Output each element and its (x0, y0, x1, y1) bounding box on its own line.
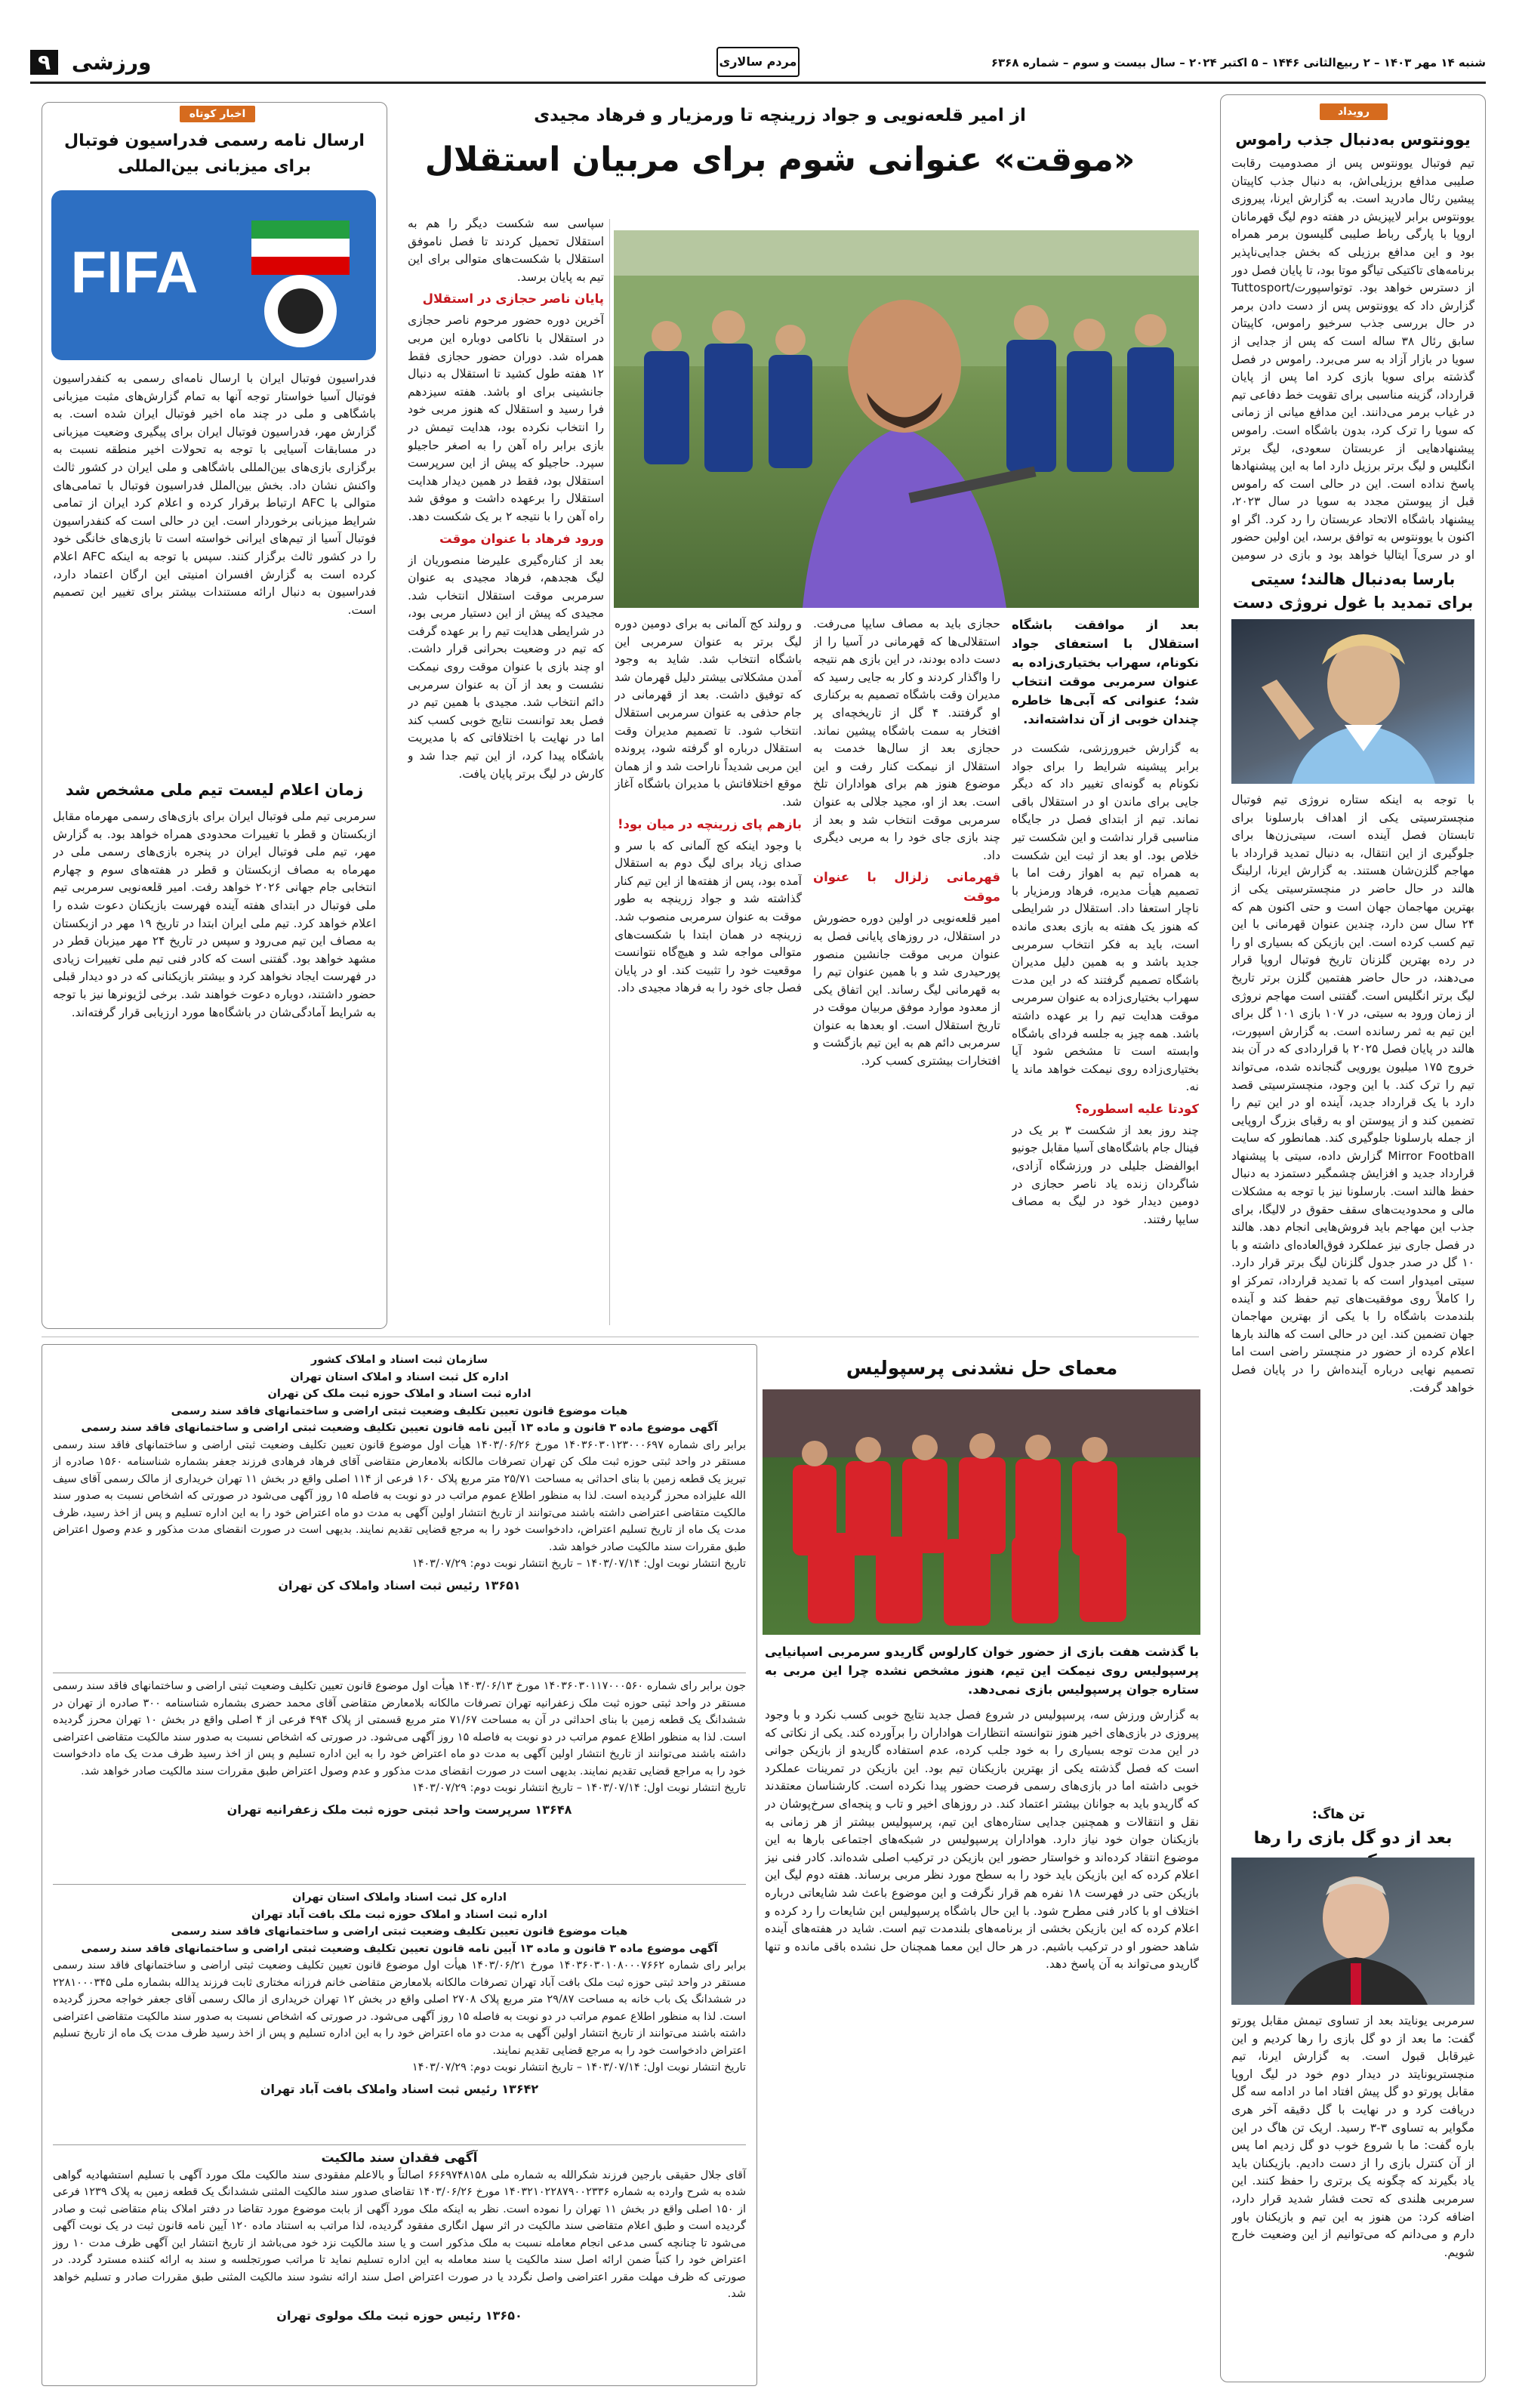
notice-1-head4: هیات موضوع قانون تعیین تکلیف وضعیت ثبتی اراضی و ساختمانهای فاقد سند رسمی (171, 1404, 628, 1417)
notice-3-head1: اداره کل ثبت اسناد واملاک استان تهران (292, 1892, 507, 1904)
notice-1-dates: تاریخ انتشار نوبت اول: ۱۴۰۳/۰۷/۱۴ – تاریخ انتشار نوبت دوم: ۱۴۰۳/۰۷/۲۹ (411, 1558, 746, 1570)
fifa-letter-title: ارسال نامه رسمی فدراسیون فوتبال برای میزبانی بین‌المللی (64, 131, 365, 176)
tenhag-photo (1231, 1858, 1474, 2005)
tag-event: رویداد (1320, 103, 1388, 120)
main-col2-text: حجازی باید به مصاف سایپا می‌رفت. استقلالی‌ها که قهرمانی در آسیا را از دست داده بودند، در این بازی هم نتیجه را واگذار کردند و کار به جایی رسید که مدیران وقت باشگاه تصمیم به برکناری او گرفتند. ۴ گل از تاریخچه‌ای پر افتخار به سمت باشگاه پیشین نماند. حجازی بعد از سال‌ها خدمت به استقلال از نیمکت کنار رفت و این موضوع هنوز هم برای هواداران تلخ است. بعد از او، مجید جلالی به عنوان سرمربی موقت انتخاب شد و بعد از چند بازی جای خود را به مربی دیگری داد. (813, 617, 1000, 862)
date-line: شنبه ۱۴ مهر ۱۴۰۳ – ۲ ربیع‌الثانی ۱۴۴۶ – ۵ اکتبر ۲۰۲۴ – سال بیست و سوم – شماره ۶۳۶۸ (991, 56, 1486, 69)
notice-4-signature: ۱۳۶۵۰ رئیس حوزه ثبت ملک مولوی تهران (276, 2308, 522, 2323)
main-col4-text: سپاسی سه شکست دیگر را هم به استقلال تحمیل کردند تا فصل ناموفق استقلال با شکست‌های متوالی برای این تیم به پایان برسد. (408, 217, 604, 284)
perspolis-photo (763, 1389, 1200, 1635)
notice-1-head3: اداره ثبت اسناد و املاک حوزه ثبت ملک کن تهران (267, 1388, 532, 1400)
page-number: ۹ (30, 50, 58, 75)
tag-short-news: اخبار کوتاه (180, 106, 255, 122)
main-photo (614, 230, 1199, 608)
notice-4-title: آگهی فقدان سند مالکیت (321, 2151, 478, 2166)
article-tenhag-title: بعد از دو گل بازی را رها (1253, 1829, 1453, 1848)
article-haaland-body: با توجه به اینکه ستاره نروژی تیم فوتبال منچسترسیتی یکی از اهداف بارسلونا برای تابستان فصل آینده است، سیتی‌زن‌ها برای جلوگیری از این انتقال، به دنبال تمدید قرارداد با مهاجم گلزن‌شان هستند. به گزارش ایرنا، ارلینگ هالند در حال حاضر در منچسترسیتی یکی از بهترین مهاجمان جهان است و حتی اکنون هم که ۲۴ سال سن دارد، چندین عنوان قهرمانی با این تیم کسب کرده است. این بازیکن که بسیاری او را در رده بهترین گلزنان تاریخ فوتبال اروپا قرار می‌دهند، در حال حاضر هفتمین گلزن برتر تاریخ لیگ برتر انگلیس است. گفتنی است مهاجم نروژی از زمان ورود به سیتی، در ۱۰۷ بازی ۱۰۱ گل برای این تیم به ثمر رسانده است. به گزارش اسپورت، هالند در پایان فصل ۲۰۲۵ با قراردادی که در آن بند خروج ۱۷۵ میلیون یورویی گنجانده شده، می‌تواند تیم را ترک کند. با این وجود، منچسترسیتی قصد دارد با یک قرارداد جدید، آینده او در این تیم را تضمین کند و از پیوستن او به رقبای بزرگ اروپایی از جمله بارسلونا جلوگیری کند. همانطور که سایت Mirror Football گزارش داده، سیتی با پیشنهاد قرارداد جدید و افزایش چشمگیر دستمزد به دنبال حفظ هالند است. بارسلونا نیز با توجه به مشکلات مالی و محدودیت‌های سقف حقوق در لالیگا، برای جذب این مهاجم باید فروش‌هایی انجام دهد. هالند در فصل جاری نیز عملکرد فوق‌العاده‌ای داشته و با ۱۰ گل در صدر جدول گلزنان لیگ برتر قرار دارد. سیتی امیدوار است که با تمدید قرارداد، تمرکز او را کاملاً روی موفقیت‌های تیم حفظ کند و آینده بلندمدت باشگاه را با یکی از بهترین مهاجمان جهان تضمین کند. این در حالی است که هالند بارها اعلام کرده از حضور در منچستر راضی است اما تصمیم نهایی درباره آینده‌اش را در پایان فصل خواهد گرفت. (1231, 793, 1474, 1395)
notice-2 (53, 1673, 746, 1880)
article-ramos-title: یوونتوس به‌دنبال جذب راموس (1235, 131, 1471, 149)
national-team-body: سرمربی تیم ملی فوتبال ایران برای بازی‌های رسمی مهرماه مقابل ازبکستان و قطر با تغییرات محدودی همراه خواهد بود. به گزارش مهر، تیم ملی فوتبال ایران در پنجره بازی‌های رسمی ملی در مهرماه به مصاف ازبکستان و قطر در هفته‌های سوم و چهارم انتخابی جام جهانی ۲۰۲۶ خواهد رفت. امیر قلعه‌نویی سرمربی تیم ملی فوتبال در ابتدای هفته آینده فهرست بازیکنان دعوت شده را اعلام خواهد کرد. تیم ملی ایران ابتدا در تاریخ ۱۹ مهر در ازبکستان به مصاف این تیم می‌رود و سپس در تاریخ ۲۴ مهر میزبان قطر در مشهد خواهد بود. گفتنی است که کادر فنی تیم ملی تغییرات زیادی در فهرست ایجاد نخواهد کرد و بیشتر بازیکنانی که در دو دیدار قبلی حضور داشتند، دوباره دعوت خواهند شد. برخی لژیونرها نیز با توجه به شرایط آمادگی‌شان در باشگاه‌ها مورد ارزیابی قرار گرفته‌اند. (53, 809, 376, 1019)
main-col4-subhead1: پایان ناصر حجازی در استقلال (422, 291, 604, 307)
notice-1-signature: ۱۳۶۵۱ رئیس ثبت اسناد واملاک کن تهران (278, 1577, 521, 1592)
main-lead: بعد از موافقت باشگاه استقلال با استعفای جواد نکونام، سهراب بختیاری‌زاده به عنوان سرمربی موقت انتخاب شد؛ عنوانی که آبی‌ها خاطره چندان خوبی از آن نداشته‌اند. (1012, 618, 1199, 726)
main-col3 (615, 615, 802, 1329)
notice-3 (53, 1884, 746, 2141)
main-col1 (1012, 740, 1199, 1329)
notice-1-head1: سازمان ثبت اسناد و املاک کشور (310, 1354, 488, 1366)
notice-3-head3: هیات موضوع قانون تعیین تکلیف وضعیت ثبتی اراضی و ساختمانهای فاقد سند رسمی (171, 1925, 628, 1938)
notice-3-signature: ۱۳۶۴۲ رئیس ثبت اسناد واملاک بافت آباد تهران (260, 2081, 539, 2096)
notice-1-head2: اداره کل ثبت اسناد و املاک استان تهران (290, 1370, 509, 1383)
notice-1 (53, 1352, 746, 1669)
logo-text: مردم سالاری (719, 54, 797, 69)
article-tenhag-body: سرمربی یونایتد بعد از تساوی تیمش مقابل پورتو گفت: ما بعد از دو گل بازی را رها کردیم و این غیرقابل قبول است. به گزارش ایرنا، تیم منچستریونایتد در دیدار دوم خود در لیگ اروپا مقابل پورتو دو گل پیش افتاد اما در ادامه سه گل دریافت کرد و در نهایت با گل دقیقه آخر هری مگوایر به تساوی ۳-۳ رسید. اریک تن هاگ در این باره گفت: ما با شروع خوب دو گل زدیم اما پس از آن کنترل بازی را از دست دادیم. بازیکنان باید یاد بگیرند که چگونه یک برتری را حفظ کنند. این سرمربی هلندی که تحت فشار شدید قرار دارد، اضافه کرد: من هنوز به این تیم و بازیکنان باور دارم و می‌دانم که می‌توانیم از این وضعیت خارج شویم. (1231, 2014, 1474, 2259)
notice-1-body: برابر رای شماره ۱۴۰۳۶۰۳۰۱۲۳۰۰۰۶۹۷ مورخ ۱۴۰۳/۰۶/۲۶ هیأت اول موضوع قانون تعیین تکلیف وضعیت ثبتی اراضی و ساختمانهای فاقد سند رسمی مستقر در واحد ثبتی حوزه ثبت ملک کن تهران تصرفات مالکانه بلامعارض متقاضی آقای فرهاد فرهادی فرزند جعفر بشماره شناسنامه ۱۵۶۰ صادره از تبریز یک قطعه زمین با بنای احداثی به مساحت ۲۵/۷۱ متر مربع پلاک ۱۶۰ فرعی از ۱۱۴ اصلی واقع در بخش ۱۱ تهران خریداری از مالک رسمی آقای سیف الله علیزاده محرز گردیده است. لذا به منظور اطلاع عموم مراتب در دو نوبت به فاصله ۱۵ روز آگهی می‌شود در صورتی که اشخاص نسبت به صدور سند مالکیت متقاضی اعتراضی داشته باشند می‌توانند از تاریخ انتشار اولین آگهی به مدت دو ماه اعتراض خود را به این اداره تسلیم و پس از اخذ رسید، ظرف مدت یک ماه از تاریخ تسلیم اعتراض، دادخواست خود را به مرجع قضایی تقدیم نمایند. بدیهی است در صورت انقضای مدت مذکور و عدم وصول اعتراض طبق مقررات سند مالکیت صادر خواهد شد. (53, 1438, 747, 1553)
svg-text:FIFA: FIFA (70, 239, 199, 305)
main-col-divider (609, 219, 610, 1325)
notice-1-head5: آگهی موضوع ماده ۳ قانون و ماده ۱۳ آیین نامه قانون تعیین تکلیف وضعیت ثبتی اراضی و ساختمانهای فاقد سند رسمی (81, 1422, 718, 1434)
main-col2 (813, 615, 1000, 1329)
main-col2b-text: امیر قلعه‌نویی در اولین دوره حضورش در استقلال، در روزهای پایانی فصل به عنوان مربی موقت جانشین منصور پورحیدری شد و با همین عنوان تیم را به قهرمانی لیگ رساند. این اتفاق یکی از معدود موارد موفق مربیان موقت در تاریخ استقلال است. او بعدها به عنوان سرمربی دائم هم به این تیم بازگشت و افتخارات بیشتری کسب کرد. (813, 911, 1000, 1068)
article-haaland-title: بارسا به‌دنبال هالند؛ سیتی برای تمدید با غول نروژی دست (1232, 570, 1474, 612)
main-col3-text: و رولند کج آلمانی به‌ برای دومین دوره لیگ برتر به عنوان سرمربی این باشگاه انتخاب شد. شاید به وجود آمدن مشکلاتی بیشتر دلیل قهرمان شد که توفیق داشت. بعد از قهرمانی در جام حذفی به عنوان سرمربی استقلال انتخاب شود. تا تصمیم مدیران وقت استقلال درباره او گرفته شود، پرونده این مربی شدیداً ناراحت شد و از همان موقع اختلافاتش با مدیران باشگاه آغاز شد. (615, 617, 802, 809)
main-col4-subhead2: ورود فرهاد با عنوان موقت (439, 531, 604, 546)
main-kicker: از امیر قلعه‌نویی و جواد زرینچه تا ورمزیار و فرهاد مجیدی (534, 106, 1026, 125)
header-rule (30, 82, 1486, 84)
main-col1-text: به گزارش خبرورزشی، شکست در برابر پیشینه شرایط را برای جواد نکونام به گونه‌ای تغییر داد که دیگر جایی برای ماندن او در استقلال باقی نماند. تیم از ابتدای فصل در جایگاه مناسبی قرار نداشت و این شکست تیر خلاص بود. او بعد از ثبت این شکست به همراه تیم به اهواز رفت اما با تصمیم هیأت مدیره، فرهاد ورمزیار با ناچار استعفا داد. استقلال در شرایطی که هنوز یک هفته به بازی بعدی مانده است، باید به فکر انتخاب سرمربی جدید باشد و به همین دلیل مدیران باشگاه تصمیم گرفتند که در این مدت سهراب بختیاری‌زاده به عنوان سرمربی موقت هدایت تیم را بر عهده داشته باشد. همه چیز به جلسه فردای باشگاه وابسته است تا مشخص شود آیا بختیاری‌زاده روی نیمکت خواهد ماند یا نه. (1012, 742, 1199, 1094)
fifa-logo (51, 190, 376, 360)
main-col1-subhead: کودتا علیه اسطوره؟ (1074, 1101, 1199, 1116)
section-label: ورزشی (71, 50, 152, 75)
article-ramos-body: تیم فوتبال یوونتوس پس از مصدومیت رقابت صلیبی مدافع برزیلی‌اش، به دنبال جذب کاپیتان پیشین رئال مادرید است. به گزارش ایرنا، پیروزی یوونتوس برابر لایپزیش در هفته دوم لیگ قهرمانان اروپا با پارگی رباط صلیبی گلیسون برمر همراه بود و این مدافع برزیلی که بخش جدایی‌ناپذیر برنامه‌های تاکتیکی تیاگو موتا بود، تا پایان فصل دور از دسترس خواهد بود. توتواسپورت/Tuttosport گزارش داد که یوونتوس پس از دست دادن برمر در حال بررسی جذب سرخیو راموس، کاپیتان سابق رئال ۳۸ ساله است که پس از جدایی از سویا در بازار آزاد به سر می‌برد. راموس در فصل گذشته برای سویا بازی کرد اما پس از پایان قرارداد، گزینه مناسبی برای تقویت خط دفاعی تیم در غیاب برمر می‌دانند. این مدافع میانی از زمانی که سویا را ترک کرد، بدون باشگاه است. راموس پیشنهادهایی از عربستان سعودی، لیگ برتر انگلیس و لیگ برتر برزیل دارد اما به این پیشنهادها پاسخ نداده است. این در حالی است که راموس قبل از پیوستن مجدد به سویا در سال ۲۰۲۳، پیشنهاد باشگاه الاتحاد عربستان را رد کرد. اگر او اکنون با یوونتوس به توافق برسد، این اولین حضور او در سری‌آ ایتالیا خواهد بود و بازی در سومین (1231, 156, 1474, 563)
main-col1b-text: چند روز بعد از شکست ۳ بر یک در فینال جام باشگاه‌های آسیا مقابل جونیو ابوالفضل جلیلی در ورزشگاه آزادی، شاگردان زنده یاد ناصر حجازی در دومین دیدار خود در لیگ به مصاف سایپا رفتند. (1012, 1123, 1199, 1226)
notice-3-head2: اداره ثبت اسناد و املاک حوزه ثبت ملک بافت آباد تهران (251, 1908, 547, 1921)
newspaper-logo (716, 47, 800, 77)
notice-4-body: آقای جلال حقیقی بارجین فرزند شکرالله به شماره ملی ۶۶۶۹۷۴۸۱۵۸ اصالتاً و بالاعلم مفقودی سند مالکیت ملک مورد آگهی با تسلیم استشهادیه گواهی شده به شرح وارده به شماره ۱۴۰۳۲۱۰۲۲۸۷۹۰۰۲۳۳۶ مورخ ۱۴۰۳/۰۶/۲۶ تقاضای صدور سند مالکیت المثنی ششدانگ یک قطعه زمین به پلاک ۱۲۳۹ فرعی از ۱۵۰ اصلی واقع در بخش ۱۱ تهران را نموده است. نظر به اینکه ملک مورد آگهی از بابت موضوع مورد تقاضا در دفتر املاک بنام متقاضی ثبت و صادر گردیده است و طبق اعلام متقاضی سند مالکیت در اثر سهل انگاری مفقود گردیده، لذا مراتب به استناد ماده ۱۲۰ آیین نامه قانون ثبت در یک نوبت آگهی می‌شود تا چنانچه کسی مدعی انجام معامله نسبت به ملک مذکور است و یا سند مالکیت نزد خود می‌باشد از تاریخ انتشار این آگهی ظرف مدت ۱۰ روز اعتراض خود را کتباً ضمن ارائه اصل سند مالکیت یا سند معامله به این اداره تسلیم نماید تا مراتب صورتجلسه و سند به ارائه کننده مسترد گردد. در صورتی که ظرف مهلت مقرر اعتراضی واصل نگردد یا در صورت اعتراض اصل سند ارائه نشود سند مالکیت المثنی طبق مقررات صادر و تسلیم خواهد شد. (53, 2169, 747, 2300)
main-headline: «موقت» عنوانی شوم برای مربیان استقلال (424, 140, 1135, 179)
main-col4b-text: بعد از کناره‌گیری علیرضا منصوریان از لیگ هجدهم، فرهاد مجیدی به عنوان سرمربی موقت استقلال انتخاب شد. مجیدی که پیش از این دستیار مربی بود، در شرایطی هدایت تیم را بر عهده گرفت که تیم در وضعیت بحرانی قرار داشت. او چند بازی با عنوان موقت روی نیمکت نشست و بعد از آن به عنوان سرمربی دائم انتخاب شد. مجیدی با همین تیم در فصل بعد توانست نتایج خوبی کسب کند اما در نهایت با اختلافاتی که با مدیریت باشگاه پیدا کرد، از این تیم جدا شد و کارش در لیگ برتر پایان یافت. (408, 553, 604, 781)
section-name (30, 50, 151, 75)
page-header (30, 47, 1486, 82)
perspolis-lead: با گذشت هفت بازی از حضور خوان کارلوس گاریدو سرمربی اسپانیایی پرسپولیس روی نیمکت این تیم، هنوز مشخص نشده چرا این مربی به ستاره جوان پرسپولیس بازی نمی‌دهد. (765, 1645, 1199, 1697)
perspolis-body: به گزارش ورزش سه، پرسپولیس در شروع فصل جدید نتایج خوبی کسب نکرد و با وجود پیروزی در بازی‌های اخیر هنوز نتوانسته انتظارات هواداران را برآورده کند. یکی از نکاتی که در این مدت توجه بسیاری را به خود جلب کرده، عدم استفاده گاریدو از بازیکن جوانی است که فصل گذشته یکی از بهترین بازیکنان تیم بود. این بازیکن در تمرینات عملکرد خوبی داشته اما در بازی‌های رسمی فرصت حضور پیدا نکرده است. کارشناسان معتقدند که گاریدو باید به جوانان بیشتر اعتماد کند. در روزهای اخیر و تاب و پنجه‌ای سرخ‌پوشان در نقل و انتقالات و همچنین جدایی ستاره‌های این تیم، پرسپولیس بیشتر از هر زمانی به بازیکنان جوان خود نیاز دارد. هواداران پرسپولیس در شبکه‌های اجتماعی بارها به این موضوع انتقاد کرده‌اند و خواستار حضور این بازیکن در ترکیب اصلی شده‌اند. کادر فنی نیز اعلام کرده که این بازیکن باید خود را به سطح مورد نظر مربی برساند. هفته دوم لیگ این بازیکن حتی در فهرست ۱۸ نفره هم قرار نگرفت و این موضوع باعث شد شایعاتی درباره اختلاف او با کادر فنی مطرح شود. با این حال باشگاه پرسپولیس این شایعات را رد کرده و اعلام کرده که این بازیکن بخشی از برنامه‌های بلندمدت تیم است. شاید در هفته‌های آینده شاهد حضور او در ترکیب باشیم. در هر حال این معما همچنان حل نشده باقی مانده و تنها گاریدو می‌تواند به آن پاسخ دهد. (765, 1708, 1199, 1972)
notice-2-dates: تاریخ انتشار نوبت اول: ۱۴۰۳/۰۷/۱۴ – تاریخ انتشار نوبت دوم: ۱۴۰۳/۰۷/۲۹ (411, 1782, 746, 1794)
main-col3b-text: با وجود اینکه کج آلمانی که با سر و صدای زیاد برای لیگ دوم به استقلال آمده بود، پس از هفته‌ها از این تیم کنار گذاشته شد و جواد زرینچه به طور موقت به عنوان سرمربی منصوب شد. زرینچه در همان ابتدا با شکست‌های متوالی مواجه شد و هیچ‌گاه نتوانست موقعیت خود را تثبیت کند. او در پایان فصل جای خود را به فرهاد مجیدی داد. (615, 838, 802, 995)
perspolis-title: معمای حل نشدنی پرسپولیس (846, 1357, 1118, 1379)
main-col4 (408, 215, 604, 1329)
notice-3-dates: تاریخ انتشار نوبت اول: ۱۴۰۳/۰۷/۱۴ – تاریخ انتشار نوبت دوم: ۱۴۰۳/۰۷/۲۹ (411, 2061, 746, 2073)
main-col3-subhead: بازهم پای زرینچه در میان بود! (617, 816, 802, 831)
notice-3-body: برابر رای شماره ۱۴۰۳۶۰۳۰۱۰۸۰۰۰۷۶۶۲ مورخ ۱۴۰۳/۰۶/۲۱ هیأت اول موضوع قانون تعیین تکلیف وضعیت ثبتی اراضی و ساختمانهای فاقد سند رسمی مستقر در واحد ثبتی حوزه ثبت ملک بافت آباد تهران تصرفات مالکانه بلامعارض متقاضی خانم فرزانه مختاری ثابت فرزند یدالله بشماره ملی ۲۲۸۱۰۰۰۳۴۵ در ششدانگ یک باب خانه به مساحت ۲۹/۸۷ متر مربع پلاک ۲۷۰۸ اصلی واقع در بخش ۱۲ تهران خریداری از مالک رسمی آقای جعفر خواجه محرز گردیده است. لذا به منظور اطلاع عموم مراتب در دو نوبت به فاصله ۱۵ روز آگهی می‌شود. در صورتی که اشخاص نسبت به صدور سند مالکیت متقاضی اعتراضی داشته باشند می‌توانند از تاریخ انتشار اولین آگهی به مدت دو ماه اعتراض خود را به این اداره تسلیم و پس از اخذ رسید ظرف مدت یک ماه از تاریخ تسلیم اعتراض دادخواست خود را به مرجع قضایی تقدیم نمایند. (53, 1959, 747, 2057)
main-col4a-text: آخرین دوره حضور مرحوم ناصر حجازی در استقلال با ناکامی دوباره این مربی همراه شد. دوران حضور حجازی فقط ۱۲ هفته طول کشید تا استقلال به دنبال جانشینی برای او باشد. هفته سیزدهم فرا رسید و استقلال که هنوز مربی خود را انتخاب نکرده بود، هدایت تیمش در بازی برابر راه آهن را به اصغر حاجیلو سپرد. حاجیلو که پیش از این سرپرست استقلال بود، فقط در همین دیدار هدایت استقلال را برعهده داشت و موفق شد راه آهن را با نتیجه ۲ بر یک شکست دهد. (408, 313, 604, 523)
notice-2-signature: ۱۳۶۴۸ سرپرست واحد ثبتی حوزه ثبت ملک زعفرانیه تهران (226, 1802, 572, 1817)
fifa-letter-body: فدراسیون فوتبال ایران با ارسال نامه‌ای رسمی به کنفدراسیون فوتبال آسیا خواستار توجه آنها به تمام گزارش‌های مثبت میزبانی باشگاهی و ملی در چند ماه اخیر فوتبال ایران شده است. به گزارش مهر، فدراسیون فوتبال ایران برای پیگیری وضعیت میزبانی در مسابقات آسیایی با توجه به تحولات اخیر منطقه نسبت به برگزاری بازی‌های بین‌المللی باشگاهی و ملی ایران در کشور ثالث واکنش نشان داد. بخش بین‌الملل فدراسیون فوتبال با تمامی‌های متوالی با AFC ارتباط برقرار کرده و اعلام کرد ایران از تمامی شرایط میزبانی برخوردار است. این در حالی است که کنفدراسیون فوتبال آسیا از تیم‌های ایرانی خواسته است تا بازی‌های خانگی خود را در کشور ثالث برگزار کنند. سپس با توجه به اینکه AFC اعلام کرده است به گزارش افسران امنیتی این ارگان اعتماد دارد، فدراسیون به دنبال ارائه مستندات بیشتر برای تغییر این تصمیم است. (53, 372, 376, 617)
haaland-photo (1231, 619, 1474, 784)
main-col2-subhead: قهرمانی زلزال با عنوان موقت (813, 870, 1000, 905)
tenhag-kicker: تن هاگ: (1312, 1807, 1365, 1822)
notice-2-body: جون برابر رای شماره ۱۴۰۳۶۰۳۰۱۱۷۰۰۰۵۶۰ مورخ ۱۴۰۳/۰۶/۱۳ هیأت اول موضوع قانون تعیین تکلیف وضعیت ثبتی اراضی و ساختمانهای فاقد سند رسمی مستقر در واحد ثبتی حوزه ثبت ملک زعفرانیه تهران تصرفات مالکانه بلامعارض متقاضی آقای محمد حضری بشماره شناسنامه ۳۰۰ صادره از تهران در ششدانگ یک قطعه زمین با بنای احداثی در آن به مساحت ۷۱/۶۷ متر مربع قسمتی از پلاک ۴۹۴ فرعی از ۴ اصلی واقع در بخش ۱۰ تهران محرز گردیده است. لذا به منظور اطلاع عموم مراتب در دو نوبت به فاصله ۱۵ روز آگهی می‌شود. در صورتی که اشخاص نسبت به صدور سند مالکیت متقاضی اعتراضی داشته باشند می‌توانند از تاریخ انتشار اولین آگهی به مدت دو ماه اعتراض خود را به این اداره تسلیم و پس از اخذ رسید ظرف مدت یک ماه دادخواست خود را به مراجع قضایی تقدیم نمایند. بدیهی است در صورت انقضای مدت مذکور و عدم وصول اعتراض طبق مقررات سند مالکیت صادر خواهد شد. (53, 1680, 746, 1777)
notice-3-head4: آگهی موضوع ماده ۳ قانون و ماده ۱۳ آیین نامه قانون تعیین تکلیف وضعیت ثبتی اراضی و ساختمانهای فاقد سند رسمی (81, 1942, 718, 1955)
national-team-title: زمان اعلام لیست تیم ملی مشخص شد (65, 781, 364, 799)
notice-4 (53, 2144, 746, 2380)
